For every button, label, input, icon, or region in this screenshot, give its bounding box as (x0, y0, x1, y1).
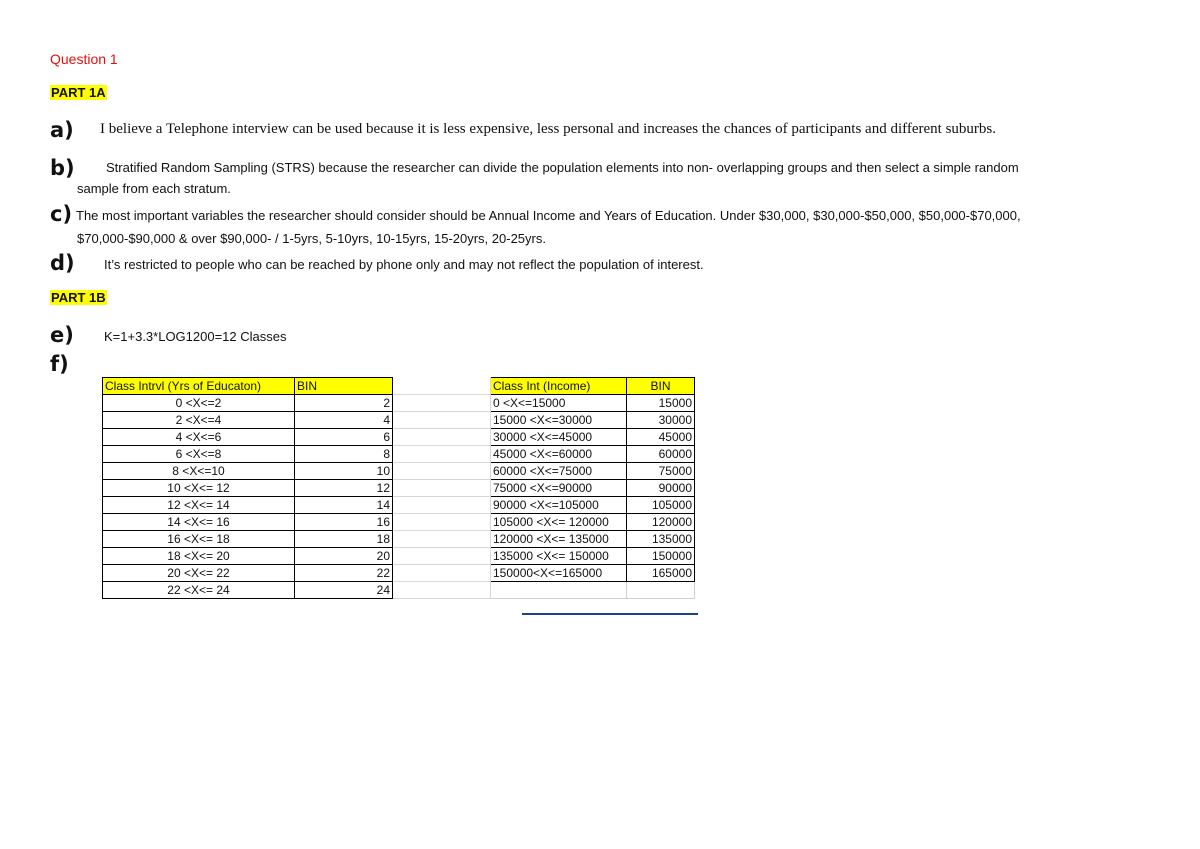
edu-class-cell[interactable]: 16 <X<= 18 (103, 531, 295, 548)
answer-f-letter: f) (50, 352, 69, 376)
edu-class-cell[interactable]: 0 <X<=2 (103, 395, 295, 412)
income-class-cell[interactable]: 105000 <X<= 120000 (491, 514, 627, 531)
answer-e-letter: e) (50, 323, 74, 347)
answer-e-text: K=1+3.3*LOG1200=12 Classes (104, 329, 287, 344)
question-title: Question 1 (50, 51, 118, 67)
empty-cell[interactable] (393, 378, 491, 395)
edu-class-cell[interactable]: 2 <X<=4 (103, 412, 295, 429)
income-class-cell[interactable]: 15000 <X<=30000 (491, 412, 627, 429)
cell-selection-border (522, 613, 698, 615)
empty-cell[interactable] (393, 480, 491, 497)
edu-bin-cell[interactable]: 20 (295, 548, 393, 565)
part-1b-heading: PART 1B (51, 290, 106, 305)
table-row (103, 531, 695, 548)
empty-cell[interactable] (393, 514, 491, 531)
empty-cell[interactable] (393, 412, 491, 429)
edu-class-cell[interactable]: 22 <X<= 24 (103, 582, 295, 599)
income-class-cell[interactable]: 75000 <X<=90000 (491, 480, 627, 497)
edu-class-cell[interactable]: 18 <X<= 20 (103, 548, 295, 565)
income-class-cell[interactable]: 90000 <X<=105000 (491, 497, 627, 514)
answer-b-text-line1: Stratified Random Sampling (STRS) because the researcher can divide the population elements into non- overlapping groups and then select a simple random (106, 160, 1019, 175)
answer-b-letter: b) (50, 156, 75, 180)
edu-bin-cell[interactable]: 18 (295, 531, 393, 548)
edu-bin-cell[interactable]: 10 (295, 463, 393, 480)
empty-cell[interactable] (393, 582, 491, 599)
table-header-row (103, 378, 695, 395)
empty-cell[interactable] (491, 582, 627, 599)
answer-a-letter: a) (50, 118, 74, 142)
edu-class-cell[interactable]: 6 <X<=8 (103, 446, 295, 463)
answer-d-text: It’s restricted to people who can be reached by phone only and may not reflect the population of interest. (104, 257, 704, 272)
empty-cell[interactable] (393, 395, 491, 412)
income-bin-cell[interactable]: 60000 (627, 446, 695, 463)
part-1a-heading: PART 1A (51, 85, 106, 100)
edu-bin-cell[interactable]: 4 (295, 412, 393, 429)
edu-bin-cell[interactable]: 12 (295, 480, 393, 497)
empty-cell[interactable] (393, 463, 491, 480)
edu-class-header[interactable]: Class Intrvl (Yrs of Educaton) (103, 378, 295, 395)
edu-class-cell[interactable]: 20 <X<= 22 (103, 565, 295, 582)
empty-cell[interactable] (393, 531, 491, 548)
income-bin-cell[interactable]: 105000 (627, 497, 695, 514)
income-class-cell[interactable]: 120000 <X<= 135000 (491, 531, 627, 548)
empty-cell[interactable] (627, 582, 695, 599)
edu-bin-cell[interactable]: 22 (295, 565, 393, 582)
table-row (103, 497, 695, 514)
table-row (103, 582, 695, 599)
empty-cell[interactable] (393, 446, 491, 463)
income-class-cell[interactable]: 135000 <X<= 150000 (491, 548, 627, 565)
table-row (103, 395, 695, 412)
income-class-header[interactable]: Class Int (Income) (491, 378, 627, 395)
answer-c-letter: c) (50, 202, 73, 226)
table-row (103, 514, 695, 531)
income-class-cell[interactable]: 45000 <X<=60000 (491, 446, 627, 463)
empty-cell[interactable] (393, 429, 491, 446)
table-row (103, 548, 695, 565)
table-row (103, 412, 695, 429)
income-bin-header[interactable]: BIN (627, 378, 695, 395)
edu-bin-cell[interactable]: 14 (295, 497, 393, 514)
edu-bin-header[interactable]: BIN (295, 378, 393, 395)
frequency-tables (102, 377, 695, 599)
table-row (103, 565, 695, 582)
edu-class-cell[interactable]: 8 <X<=10 (103, 463, 295, 480)
income-bin-cell[interactable]: 165000 (627, 565, 695, 582)
income-bin-cell[interactable]: 120000 (627, 514, 695, 531)
answer-b-text-line2: sample from each stratum. (77, 181, 231, 196)
income-class-cell[interactable]: 150000<X<=165000 (491, 565, 627, 582)
edu-bin-cell[interactable]: 6 (295, 429, 393, 446)
edu-bin-cell[interactable]: 2 (295, 395, 393, 412)
table-row (103, 446, 695, 463)
answer-d-letter: d) (50, 251, 75, 275)
income-class-cell[interactable]: 60000 <X<=75000 (491, 463, 627, 480)
income-bin-cell[interactable]: 30000 (627, 412, 695, 429)
income-bin-cell[interactable]: 15000 (627, 395, 695, 412)
edu-class-cell[interactable]: 10 <X<= 12 (103, 480, 295, 497)
answer-a-text: I believe a Telephone interview can be used because it is less expensive, less personal and increases the chances of participants and different suburbs. (100, 121, 996, 137)
answer-c-text-line1: The most important variables the researcher should consider should be Annual Income and Years of Education. Under $30,000, $30,000-$50,000, $50,000-$70,000, (76, 208, 1021, 223)
answer-c-text-line2: $70,000-$90,000 & over $90,000- / 1-5yrs, 5-10yrs, 10-15yrs, 15-20yrs, 20-25yrs. (77, 231, 546, 246)
edu-bin-cell[interactable]: 24 (295, 582, 393, 599)
income-bin-cell[interactable]: 135000 (627, 531, 695, 548)
income-bin-cell[interactable]: 45000 (627, 429, 695, 446)
income-bin-cell[interactable]: 75000 (627, 463, 695, 480)
edu-bin-cell[interactable]: 16 (295, 514, 393, 531)
income-bin-cell[interactable]: 150000 (627, 548, 695, 565)
edu-bin-cell[interactable]: 8 (295, 446, 393, 463)
edu-class-cell[interactable]: 12 <X<= 14 (103, 497, 295, 514)
income-class-cell[interactable]: 30000 <X<=45000 (491, 429, 627, 446)
table-row (103, 463, 695, 480)
edu-class-cell[interactable]: 14 <X<= 16 (103, 514, 295, 531)
empty-cell[interactable] (393, 548, 491, 565)
table-row (103, 480, 695, 497)
table-row (103, 429, 695, 446)
income-bin-cell[interactable]: 90000 (627, 480, 695, 497)
edu-class-cell[interactable]: 4 <X<=6 (103, 429, 295, 446)
income-class-cell[interactable]: 0 <X<=15000 (491, 395, 627, 412)
empty-cell[interactable] (393, 565, 491, 582)
empty-cell[interactable] (393, 497, 491, 514)
